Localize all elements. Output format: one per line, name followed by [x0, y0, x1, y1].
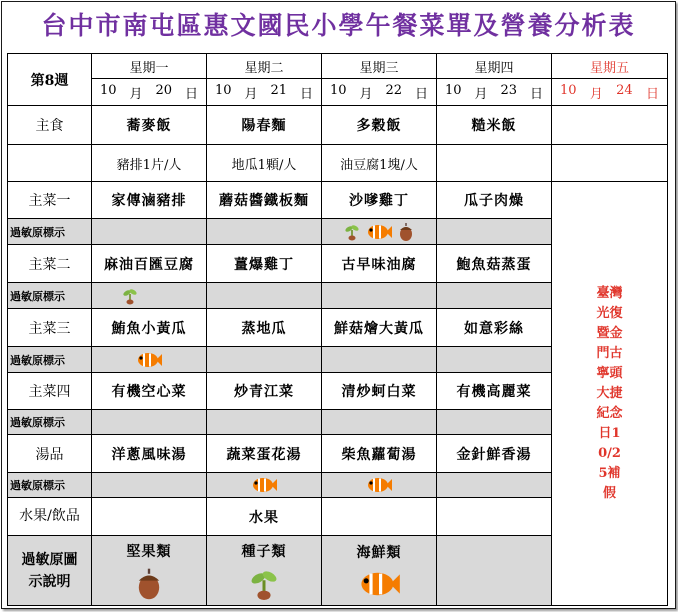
menu-table — [7, 53, 668, 606]
legend-label-cell — [8, 536, 92, 606]
allergy-label-main3: 過敏原標示 — [8, 347, 92, 373]
allergy-main2-mon — [92, 283, 207, 309]
note-staple-wed: 油豆腐1塊/人 — [322, 145, 437, 182]
allergy-main3-thu — [437, 347, 552, 373]
legend-nut-name: 堅果類 — [126, 543, 172, 560]
dish-main2-tue: 薑爆雞丁 — [207, 245, 322, 283]
allergy-label-soup: 過敏原標示 — [8, 473, 92, 498]
row-label-main3: 主菜三 — [8, 309, 92, 347]
row-label-main4: 主菜四 — [8, 373, 92, 410]
allergy-soup-wed — [322, 473, 437, 498]
note-staple-mon: 豬排1片/人 — [92, 145, 207, 182]
legend-fish-name: 海鮮類 — [356, 544, 402, 561]
dish-main4-thu: 有機高麗菜 — [437, 373, 552, 410]
fish-icon — [366, 475, 392, 495]
day-name-thu: 星期四 — [437, 54, 552, 79]
row-label-main2: 主菜二 — [8, 245, 92, 283]
day-name-mon: 星期一 — [92, 54, 207, 79]
fish-icon — [136, 350, 162, 370]
menu-document — [1, 1, 676, 609]
allergy-label-main4: 過敏原標示 — [8, 410, 92, 435]
dish-soup-wed: 柴魚蘿蔔湯 — [322, 435, 437, 473]
day-name-wed: 星期三 — [322, 54, 437, 79]
date-tue: 10 月 21 日 — [207, 79, 322, 106]
dish-fruit-tue: 水果 — [207, 498, 322, 536]
allergy-soup-tue — [207, 473, 322, 498]
dish-main1-wed: 沙嗲雞丁 — [322, 182, 437, 219]
allergy-main1-wed — [322, 219, 437, 245]
dish-fruit-wed — [322, 498, 437, 536]
dish-main3-tue: 蒸地瓜 — [207, 309, 322, 347]
seed-icon — [249, 567, 279, 601]
allergy-soup-mon — [92, 473, 207, 498]
day-name-tue: 星期二 — [207, 54, 322, 79]
legend-label: 過敏原圖示說明 — [21, 551, 78, 590]
cell-staple-note-fri — [552, 145, 668, 182]
holiday-note: 臺灣光復暨金門古寧頭大捷紀念日10/25補假 — [596, 285, 623, 501]
dish-main3-mon: 鮪魚小黃瓜 — [92, 309, 207, 347]
allergy-main2-tue — [207, 283, 322, 309]
dish-main3-wed: 鮮菇燴大黃瓜 — [322, 309, 437, 347]
fish-icon — [355, 568, 403, 600]
seed-icon — [344, 223, 360, 241]
row-label-soup: 湯品 — [8, 435, 92, 473]
note-staple-tue: 地瓜1顆/人 — [207, 145, 322, 182]
holiday-cell — [552, 182, 668, 606]
allergy-main1-thu — [437, 219, 552, 245]
allergy-main4-thu — [437, 410, 552, 435]
date-fri: 10 月 24 日 — [552, 79, 668, 106]
allergy-main3-tue — [207, 347, 322, 373]
cell-staple-fri — [552, 106, 668, 145]
dish-main2-thu: 鮑魚菇蒸蛋 — [437, 245, 552, 283]
dish-fruit-thu — [437, 498, 552, 536]
date-wed: 10 月 22 日 — [322, 79, 437, 106]
dish-main2-wed: 古早味油腐 — [322, 245, 437, 283]
date-mon: 10 月 20 日 — [92, 79, 207, 106]
allergy-main2-wed — [322, 283, 437, 309]
dish-main1-tue: 蘑菇醬鐵板麵 — [207, 182, 322, 219]
week-label: 第8週 — [8, 54, 92, 106]
dish-soup-mon: 洋蔥風味湯 — [92, 435, 207, 473]
dish-main4-mon: 有機空心菜 — [92, 373, 207, 410]
note-staple-thu — [437, 145, 552, 182]
day-name-fri: 星期五 — [552, 54, 668, 79]
row-label-staple-note — [8, 145, 92, 182]
dish-main1-thu: 瓜子肉燥 — [437, 182, 552, 219]
dish-staple-mon: 蕎麥飯 — [92, 106, 207, 145]
dish-main2-mon: 麻油百匯豆腐 — [92, 245, 207, 283]
allergy-label-main1: 過敏原標示 — [8, 219, 92, 245]
nut-icon — [398, 222, 414, 242]
allergy-main4-tue — [207, 410, 322, 435]
row-label-main1: 主菜一 — [8, 182, 92, 219]
row-label-fruit: 水果/飲品 — [8, 498, 92, 536]
allergy-main2-thu — [437, 283, 552, 309]
date-thu: 10 月 23 日 — [437, 79, 552, 106]
legend-empty — [437, 536, 552, 606]
allergy-main4-mon — [92, 410, 207, 435]
dish-staple-thu: 糙米飯 — [437, 106, 552, 145]
allergy-main3-wed — [322, 347, 437, 373]
nut-icon — [132, 567, 166, 601]
dish-soup-tue: 蔬菜蛋花湯 — [207, 435, 322, 473]
fish-icon — [366, 222, 392, 242]
legend-seed — [207, 536, 322, 606]
dish-staple-wed: 多穀飯 — [322, 106, 437, 145]
legend-nut — [92, 536, 207, 606]
allergy-main1-mon — [92, 219, 207, 245]
seed-icon — [122, 287, 138, 305]
dish-main3-thu: 如意彩絲 — [437, 309, 552, 347]
allergy-main1-tue — [207, 219, 322, 245]
dish-staple-tue: 陽春麵 — [207, 106, 322, 145]
allergy-soup-thu — [437, 473, 552, 498]
dish-main4-tue: 炒青江菜 — [207, 373, 322, 410]
legend-fish — [322, 536, 437, 606]
fish-icon — [251, 475, 277, 495]
row-label-staple: 主食 — [8, 106, 92, 145]
dish-main1-mon: 家傳滷豬排 — [92, 182, 207, 219]
allergy-main3-mon — [92, 347, 207, 373]
dish-soup-thu: 金針鮮香湯 — [437, 435, 552, 473]
allergy-main4-wed — [322, 410, 437, 435]
legend-seed-name: 種子類 — [241, 543, 287, 560]
dish-fruit-mon — [92, 498, 207, 536]
allergy-label-main2: 過敏原標示 — [8, 283, 92, 309]
dish-main4-wed: 清炒蚵白菜 — [322, 373, 437, 410]
page-title: 台中市南屯區惠文國民小學午餐菜單及營養分析表 — [41, 11, 636, 40]
